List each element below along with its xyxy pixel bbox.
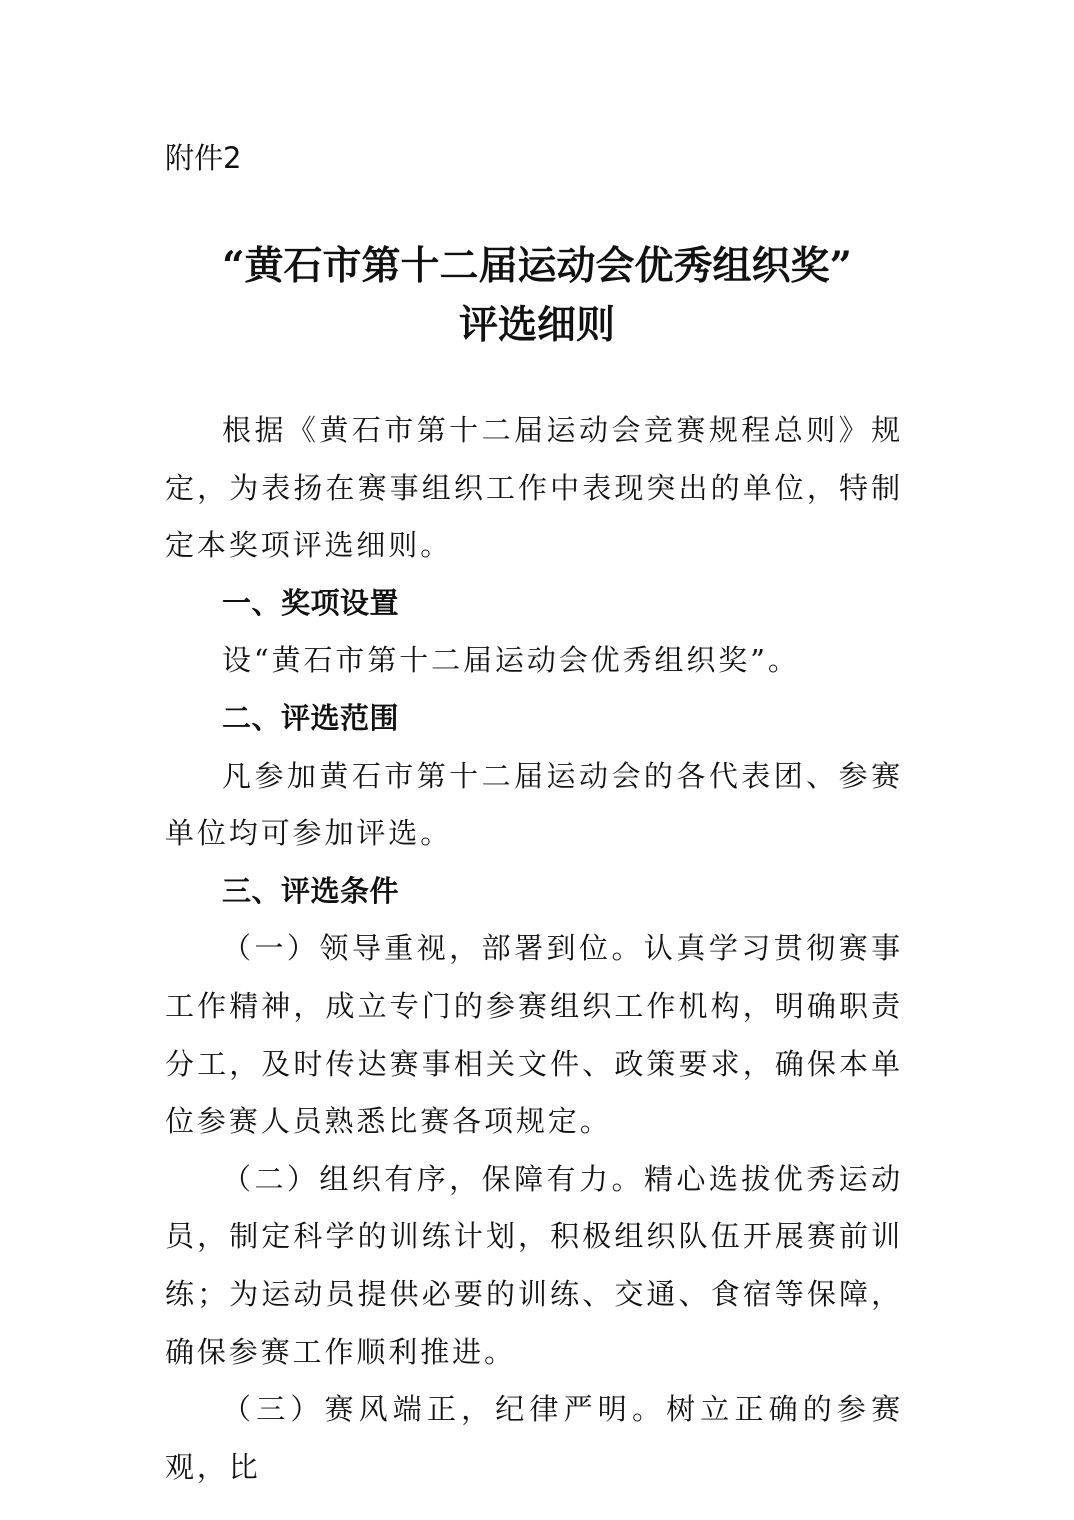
document-title-line2: 评选细则: [458, 302, 615, 348]
section2-paragraph: 凡参加黄石市第十二届运动会的各代表团、参赛单位均可参加评选。: [165, 758, 903, 851]
section3-heading: 三、评选条件: [222, 873, 400, 908]
condition-item-2: [165, 1151, 903, 1381]
condition-item-2-lead: （二）组织有序，保障有力。: [222, 1161, 644, 1196]
section2-heading: 二、评选范围: [222, 700, 400, 735]
intro-paragraph: 根据《黄石市第十二届运动会竞赛规程总则》规定，为表扬在赛事组织工作中表现突出的单位，特制定本奖项评选细则。: [165, 413, 903, 563]
condition-item-2-text: 精心选拔优秀运动员，制定科学的训练计划，积极组织队伍开展赛前训练；为运动员提供必要的训练、交通、食宿等保障，确保参赛工作顺利推进。: [165, 1161, 904, 1369]
condition-item-3-lead: （三）赛风端正，纪律严明。: [222, 1392, 667, 1427]
document-title-line1: “黄石市第十二届运动会优秀组织奖”: [222, 243, 852, 289]
document-body: [165, 402, 903, 1496]
condition-item-3: [165, 1381, 903, 1496]
condition-item-3-text: 树立正确的参赛观，比: [165, 1392, 903, 1484]
condition-item-1: [165, 920, 903, 1150]
attachment-label: 附件2: [165, 141, 242, 175]
section1-heading: 一、奖项设置: [222, 585, 400, 620]
condition-item-1-text: 认真学习贯彻赛事工作精神，成立专门的参赛组织工作机构，明确职责分工，及时传达赛事相关文件、政策要求，确保本单位参赛人员熟悉比赛各项规定。: [165, 931, 904, 1139]
section1-paragraph: 设“黄石市第十二届运动会优秀组织奖”。: [222, 643, 800, 678]
condition-item-1-lead: （一）领导重视，部署到位。: [222, 931, 644, 966]
